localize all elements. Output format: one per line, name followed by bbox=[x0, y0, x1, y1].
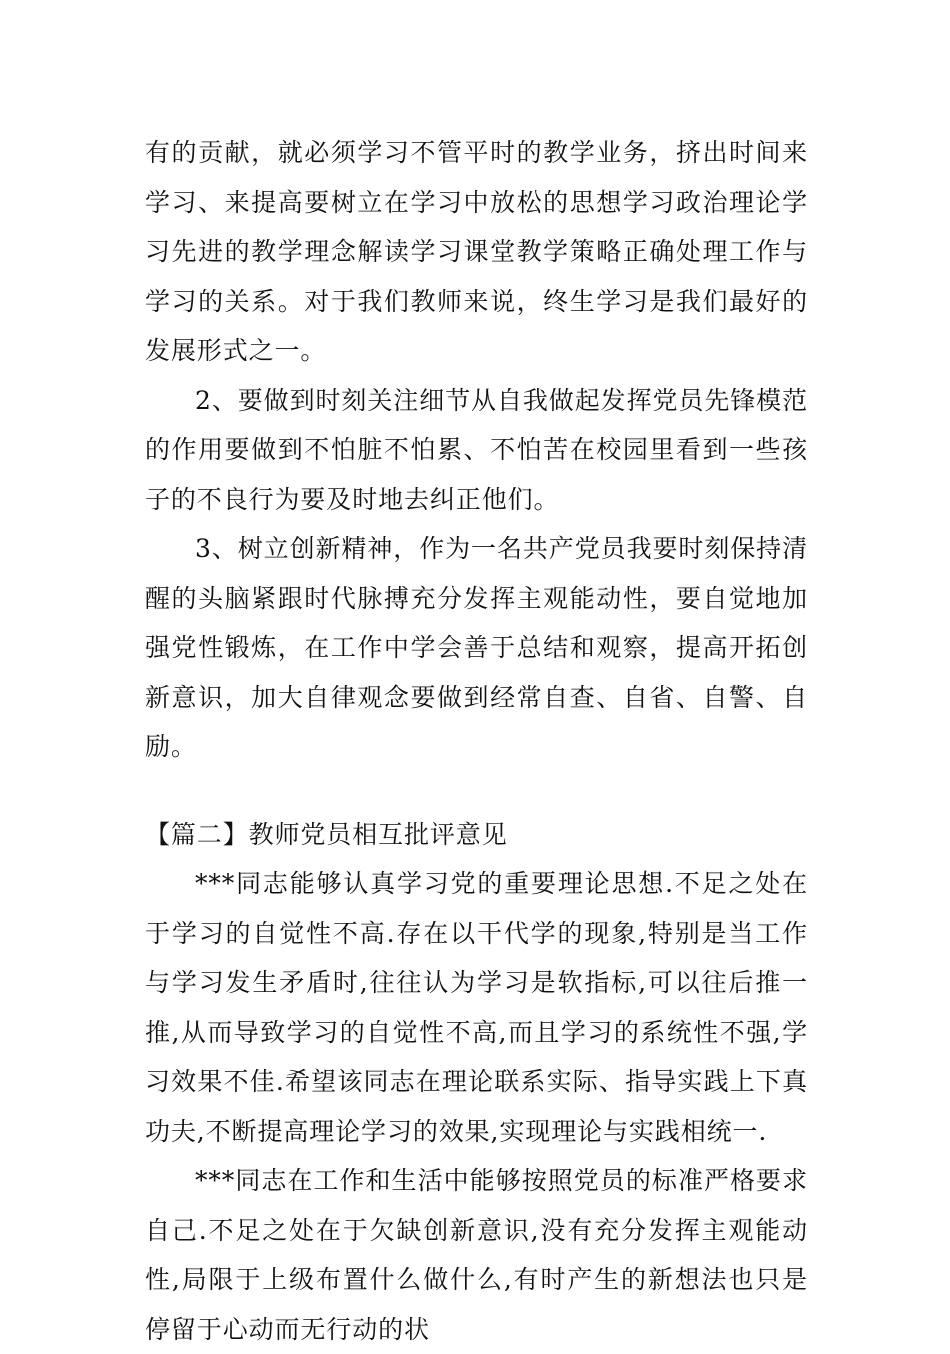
critique-paragraph-1: ***同志能够认真学习党的重要理论思想.不足之处在于学习的自觉性不高.存在以干代学的现象,特别是当工作与学习发生矛盾时,往往认为学习是软指标,可以往后推一推,从而导致学习的自觉性不高,而且学习的系统性不强,学习效果不佳.希望该同志在理论联系实际、指导实践上下真功夫,不断提高理论学习的效果,实现理论与实践相统一. bbox=[145, 869, 808, 1146]
critique-paragraph-2: ***同志在工作和生活中能够按照党员的标准严格要求自己.不足之处在于欠缺创新意识,没有充分发挥主观能动性,局限于上级布置什么做什么,有时产生的新想法也只是停留于心动而无行动的状 bbox=[145, 1166, 808, 1344]
paragraph-item-3: 3、树立创新精神，作为一名共产党员我要时刻保持清醒的头脑紧跟时代脉搏充分发挥主观能动性，要自觉地加强党性锻炼，在工作中学会善于总结和观察，提高开拓创新意识，加大自律观念要做到经常自查、自省、自警、自励。 bbox=[145, 534, 808, 761]
section-gap bbox=[145, 772, 808, 810]
paragraph-item-2: 2、要做到时刻关注细节从自我做起发挥党员先锋模范的作用要做到不怕脏不怕累、不怕苦在校园里看到一些孩子的不良行为要及时地去纠正他们。 bbox=[145, 385, 808, 514]
paragraph-continuation: 有的贡献，就必须学习不管平时的教学业务，挤出时间来学习、来提高要树立在学习中放松的思想学习政治理论学习先进的教学理念解读学习课堂教学策略正确处理工作与学习的关系。对于我们教师来说，终生学习是我们最好的发展形式之一。 bbox=[145, 138, 808, 365]
document-body bbox=[145, 128, 808, 1354]
section-heading: 【篇二】教师党员相互批评意见 bbox=[145, 819, 508, 849]
